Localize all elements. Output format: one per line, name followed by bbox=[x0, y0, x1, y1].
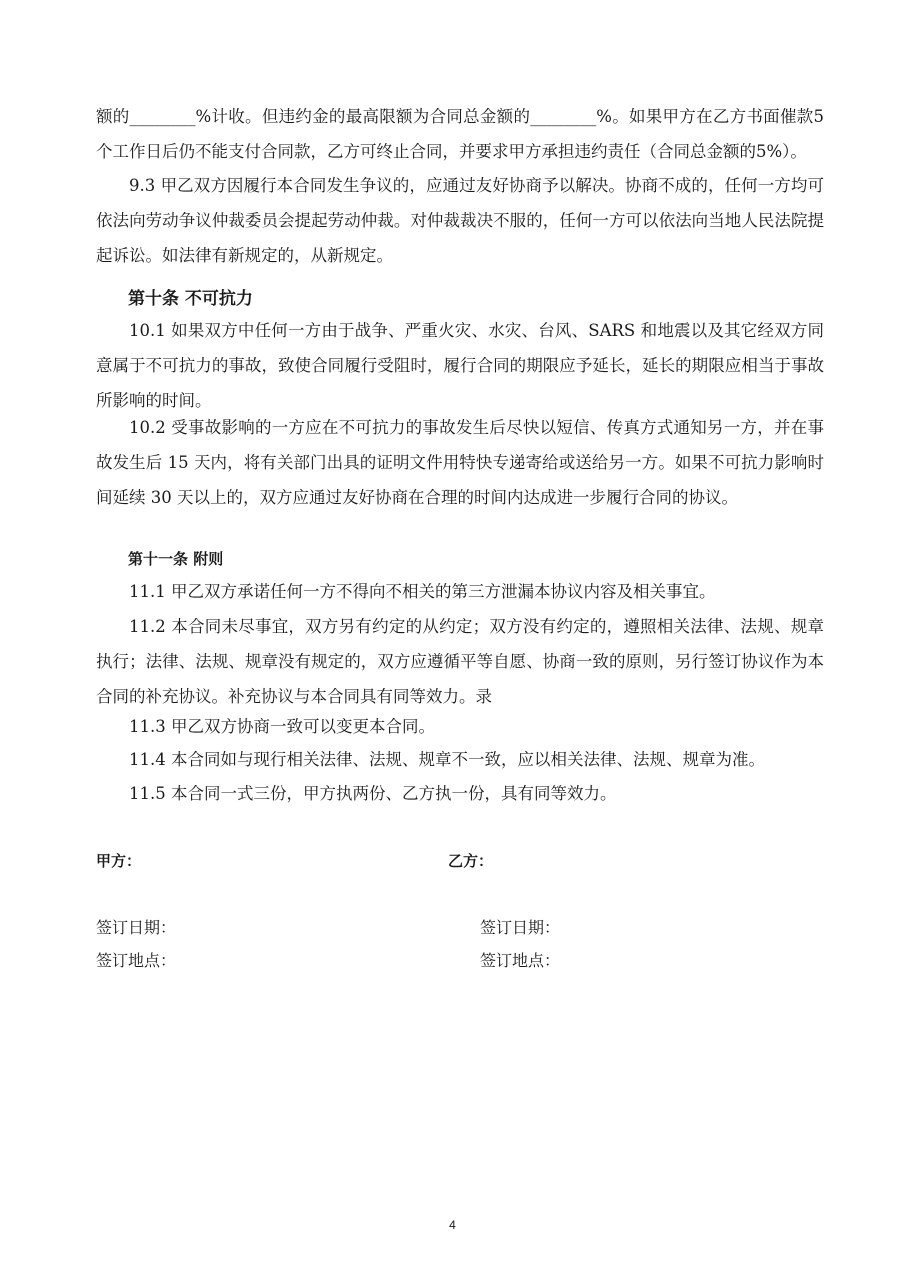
party-b-sign-date-label: 签订日期： bbox=[480, 918, 561, 937]
party-a-sign-place-label: 签订地点： bbox=[96, 951, 177, 970]
party-a-sign-date-label: 签订日期： bbox=[96, 918, 177, 937]
paragraph-11-5: 11.5 本合同一式三份，甲方执两份、乙方执一份，具有同等效力。 bbox=[129, 784, 617, 803]
paragraph-9-continuation: 额的________%计收。但违约金的最高限额为合同总金额的________%。如果甲方在乙方书面催款5个工作日后仍不能支付合同款，乙方可终止合同，并要求甲方承担违约责任（合同总金额的5%）。 bbox=[96, 107, 824, 161]
party-a-label: 甲方： bbox=[96, 852, 142, 870]
article-11-heading: 第十一条 附则 bbox=[128, 550, 224, 568]
paragraph-10-1: 10.1 如果双方中任何一方由于战争、严重火灾、水灾、台风、SARS 和地震以及其它经双方同意属于不可抗力的事故，致使合同履行受阻时，履行合同的期限应予延长，延长的期限应相当于事故所影响的时间。 bbox=[96, 321, 824, 410]
party-b-sign-place-label: 签订地点： bbox=[480, 951, 561, 970]
article-10-heading: 第十条 不可抗力 bbox=[128, 289, 253, 309]
paragraph-11-1: 11.1 甲乙双方承诺任何一方不得向不相关的第三方泄漏本协议内容及相关事宜。 bbox=[129, 582, 716, 601]
party-b-label: 乙方： bbox=[448, 852, 494, 870]
paragraph-11-3: 11.3 甲乙双方协商一致可以变更本合同。 bbox=[129, 717, 435, 736]
paragraph-10-2: 10.2 受事故影响的一方应在不可抗力的事故发生后尽快以短信、传真方式通知另一方，并在事故发生后 15 天内，将有关部门出具的证明文件用特快专递寄给或送给另一方。如果不可抗力影响时间延续 30 天以上的，双方应通过友好协商在合理的时间内达成进一步履行合同的协议。 bbox=[96, 418, 824, 507]
paragraph-9-3: 9.3 甲乙双方因履行本合同发生争议的，应通过友好协商予以解决。协商不成的，任何一方均可依法向劳动争议仲裁委员会提起劳动仲裁。对仲裁裁决不服的，任何一方可以依法向当地人民法院提起诉讼。如法律有新规定的，从新规定。 bbox=[96, 176, 824, 265]
page-number: 4 bbox=[449, 1218, 456, 1232]
paragraph-11-4: 11.4 本合同如与现行相关法律、法规、规章不一致，应以相关法律、法规、规章为准。 bbox=[129, 750, 765, 769]
paragraph-11-2: 11.2 本合同未尽事宜，双方另有约定的从约定；双方没有约定的，遵照相关法律、法规、规章执行；法律、法规、规章没有规定的，双方应遵循平等自愿、协商一致的原则，另行签订协议作为本合同的补充协议。补充协议与本合同具有同等效力。录 bbox=[96, 617, 824, 706]
